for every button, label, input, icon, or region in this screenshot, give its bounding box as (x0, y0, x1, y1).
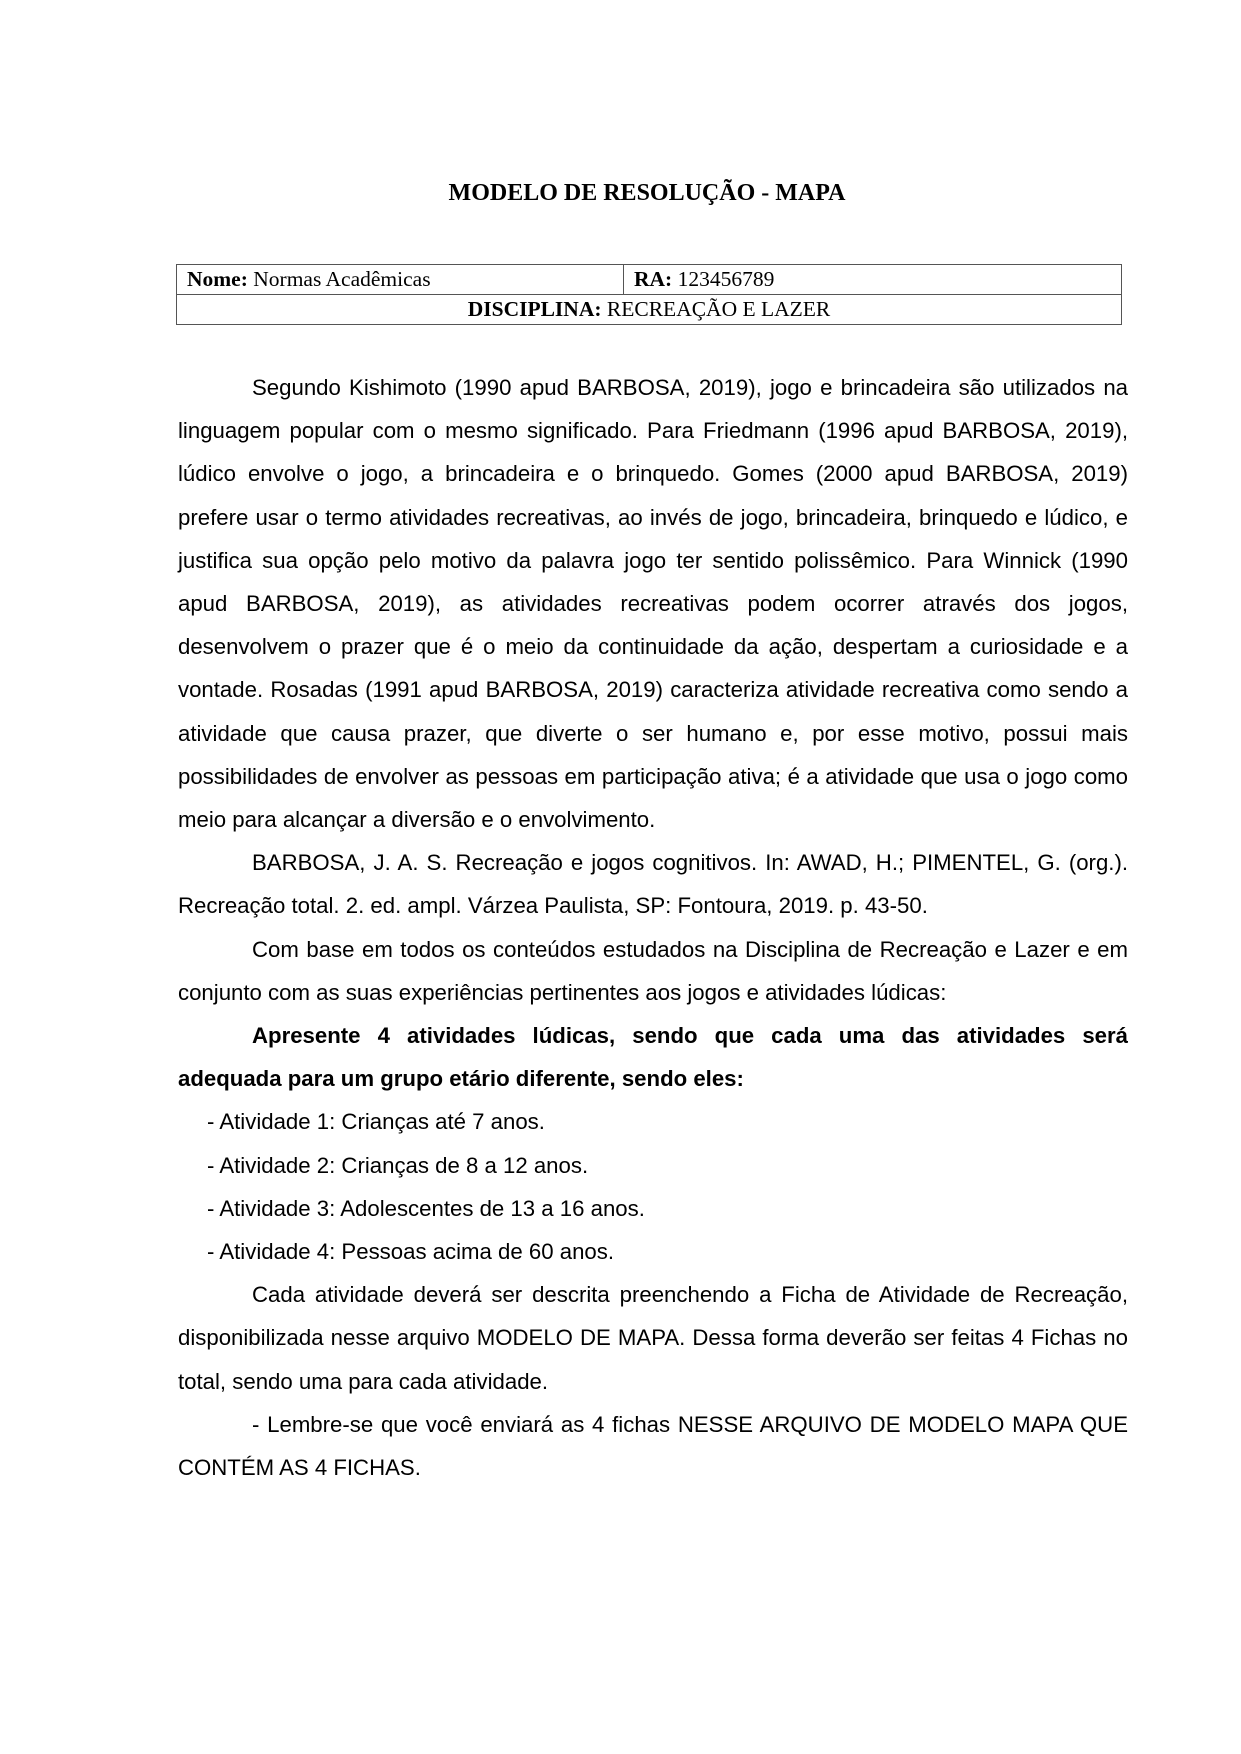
disciplina-label: DISCIPLINA: (467, 297, 602, 321)
ra-cell (624, 265, 1122, 295)
list-item: - Atividade 3: Adolescentes de 13 a 16 anos. (207, 1195, 645, 1221)
paragraph-reference: BARBOSA, J. A. S. Recreação e jogos cognitivos. In: AWAD, H.; PIMENTEL, G. (org.). Recreação total. 2. ed. ampl. Várzea Paulista, SP: Fontoura, 2019. p. 43-50. (178, 850, 1128, 919)
paragraph-description: Cada atividade deverá ser descrita preenchendo a Ficha de Atividade de Recreação, disponibilizada nesse arquivo MODELO DE MAPA. Dessa forma deverão ser feitas 4 Fichas no total, sendo uma para cada atividade. (178, 1282, 1128, 1394)
ra-label: RA: (634, 267, 673, 291)
document-body (178, 366, 1128, 1489)
document-title: MODELO DE RESOLUÇÃO - MAPA (448, 180, 846, 206)
paragraph-intro: Segundo Kishimoto (1990 apud BARBOSA, 2019), jogo e brincadeira são utilizados na linguagem popular com o mesmo significado. Para Friedmann (1996 apud BARBOSA, 2019), lúdico envolve o jogo, a brincadeira e o brinquedo. Gomes (2000 apud BARBOSA, 2019) prefere usar o termo atividades recreativas, ao invés de jogo, brincadeira, brinquedo e lúdico, e justifica sua opção pelo motivo da palavra jogo ter sentido polissêmico. Para Winnick (1990 apud BARBOSA, 2019), as atividades recreativas podem ocorrer através dos jogos, desenvolvem o prazer que é o meio da continuidade da ação, despertam a curiosidade e a vontade. Rosadas (1991 apud BARBOSA, 2019) caracteriza atividade recreativa como sendo a atividade que causa prazer, que diverte o ser humano e, por esse motivo, possui mais possibilidades de envolver as pessoas em participação ativa; é a atividade que usa o jogo como meio para alcançar a diversão e o envolvimento. (178, 375, 1128, 833)
info-row-disciplina (177, 295, 1122, 325)
name-label: Nome: (187, 267, 248, 291)
paragraph-instruction: Apresente 4 atividades lúdicas, sendo que cada uma das atividades será adequada para um grupo etário diferente, sendo eles: (178, 1023, 1128, 1092)
ra-value: 123456789 (672, 267, 775, 291)
name-cell (177, 265, 624, 295)
disciplina-value: RECREAÇÃO E LAZER (601, 297, 831, 321)
info-row-name-ra (177, 265, 1122, 295)
paragraph-reminder: - Lembre-se que você enviará as 4 fichas NESSE ARQUIVO DE MODELO MAPA QUE CONTÉM AS 4 FICHAS. (178, 1411, 1128, 1481)
name-value: Normas Acadêmicas (247, 267, 431, 291)
list-item: - Atividade 2: Crianças de 8 a 12 anos. (207, 1152, 589, 1178)
student-info-table (176, 264, 1122, 325)
paragraph-context: Com base em todos os conteúdos estudados na Disciplina de Recreação e Lazer e em conjunto com as suas experiências pertinentes aos jogos e atividades lúdicas: (178, 936, 1128, 1005)
list-item: - Atividade 1: Crianças até 7 anos. (207, 1109, 545, 1135)
disciplina-cell (177, 295, 1122, 325)
list-item: - Atividade 4: Pessoas acima de 60 anos. (207, 1239, 615, 1265)
